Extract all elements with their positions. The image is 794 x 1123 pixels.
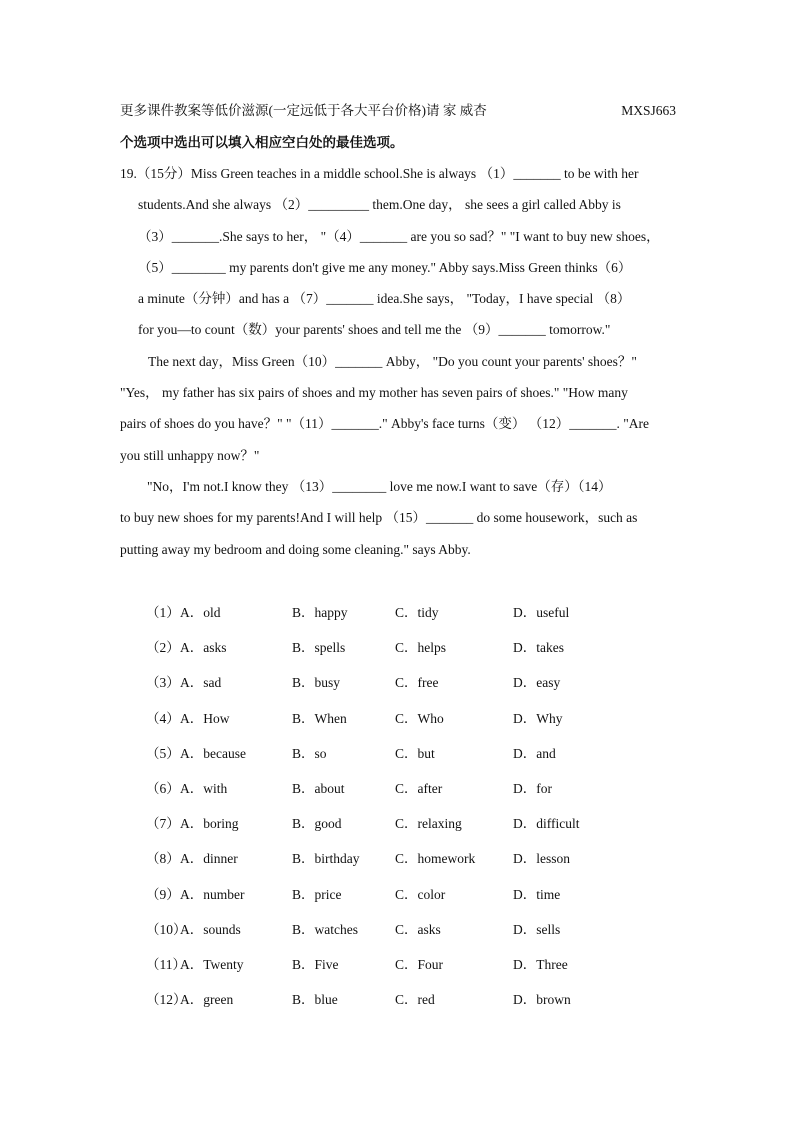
option-a: A．old xyxy=(180,605,221,620)
option-a: A．with xyxy=(180,780,228,796)
option-b: B．good xyxy=(292,816,342,832)
option-c: C．relaxing xyxy=(395,816,462,832)
option-c: C．tidy xyxy=(395,605,439,620)
option-c: C．Who xyxy=(395,710,444,726)
option-d: D．lesson xyxy=(513,851,570,867)
question-number: （2） xyxy=(146,640,180,656)
option-c: C．Four xyxy=(395,956,444,972)
passage-line: students.And she always （2）_________ them.One day， she sees a girl called Abby is xyxy=(138,197,621,213)
option-d: D．useful xyxy=(513,605,570,620)
question-number: （11） xyxy=(146,956,186,972)
question-number: （6） xyxy=(146,780,180,796)
question-number: （9） xyxy=(146,886,180,902)
option-c: C．homework xyxy=(395,851,476,867)
cloze-passage xyxy=(120,164,676,571)
option-d: D．time xyxy=(513,886,561,902)
passage-line: pairs of shoes do you have？" "（11）_______." Abby's face turns（变） （12）_______. "Are xyxy=(120,416,650,432)
question-number: （12） xyxy=(146,992,187,1008)
passage-line: "No，I'm not.I know they （13）________ love me now.I want to save（存）（14） xyxy=(147,478,612,494)
option-c: C．red xyxy=(395,992,435,1008)
passage-line: 19.（15分）Miss Green teaches in a middle school.She is always （1）_______ to be with her xyxy=(120,166,639,181)
option-row xyxy=(146,955,646,990)
header-text: 更多课件教案等低价滋源(一定远低于各大平台价格)请 家 威杏 xyxy=(120,103,487,118)
option-d: D．sells xyxy=(513,921,561,937)
option-d: D．difficult xyxy=(513,816,580,832)
option-a: A．Twenty xyxy=(180,956,244,972)
option-c: C．free xyxy=(395,675,439,691)
answer-options xyxy=(146,603,646,1025)
passage-line: （5）________ my parents don't give me any money." Abby says.Miss Green thinks（6） xyxy=(138,259,632,275)
option-a: A．How xyxy=(180,710,230,726)
option-row xyxy=(146,885,646,920)
option-a: A．number xyxy=(180,886,245,902)
option-d: D．and xyxy=(513,745,556,761)
header-code: MXSJ663 xyxy=(621,103,676,118)
option-a: A．boring xyxy=(180,816,239,832)
option-a: A．dinner xyxy=(180,851,238,867)
option-a: A．because xyxy=(180,745,246,761)
option-b: B．so xyxy=(292,745,327,761)
option-c: C．asks xyxy=(395,921,441,937)
option-b: B．price xyxy=(292,886,342,902)
option-row xyxy=(146,603,646,638)
question-number: （4） xyxy=(146,710,180,726)
option-a: A．asks xyxy=(180,640,227,656)
passage-line: （3）_______.She says to her， "（4）_______ are you so sad？" "I want to buy new shoes， xyxy=(138,228,660,244)
instruction-text: 个选项中选出可以填入相应空白处的最佳选项。 xyxy=(120,135,404,150)
question-number: （8） xyxy=(146,851,180,867)
option-b: B．Five xyxy=(292,956,339,972)
question-number: （1） xyxy=(146,605,180,620)
option-b: B．blue xyxy=(292,992,338,1008)
passage-line: to buy new shoes for my parents!And I will help （15）_______ do some housework，such as xyxy=(120,510,638,526)
option-b: B．happy xyxy=(292,605,348,620)
option-a: A．green xyxy=(180,992,234,1008)
option-row xyxy=(146,920,646,955)
option-b: B．spells xyxy=(292,640,346,656)
option-row xyxy=(146,990,646,1025)
option-b: B．about xyxy=(292,780,345,796)
option-row xyxy=(146,849,646,884)
passage-line: you still unhappy now？" xyxy=(120,447,260,463)
option-d: D．Three xyxy=(513,956,568,972)
option-row xyxy=(146,814,646,849)
option-d: D．brown xyxy=(513,992,571,1008)
option-b: B．birthday xyxy=(292,851,360,867)
option-row xyxy=(146,673,646,708)
option-b: B．busy xyxy=(292,675,341,691)
option-row xyxy=(146,638,646,673)
option-d: D．takes xyxy=(513,640,564,656)
option-a: A．sad xyxy=(180,675,222,691)
option-row xyxy=(146,709,646,744)
option-c: C．after xyxy=(395,780,443,796)
option-d: D．for xyxy=(513,780,552,796)
option-d: D．easy xyxy=(513,675,561,691)
option-c: C．helps xyxy=(395,640,447,656)
option-b: B．When xyxy=(292,710,347,726)
option-row xyxy=(146,744,646,779)
page-header xyxy=(120,101,676,121)
option-a: A．sounds xyxy=(180,921,241,937)
passage-line: a minute（分钟）and has a （7）_______ idea.She says， "Today，I have special （8） xyxy=(138,291,631,307)
option-c: C．but xyxy=(395,745,435,761)
option-b: B．watches xyxy=(292,921,358,937)
question-number: （7） xyxy=(146,816,180,832)
question-number: （3） xyxy=(146,675,180,691)
option-c: C．color xyxy=(395,886,446,902)
question-number: （5） xyxy=(146,745,180,761)
question-number: （10） xyxy=(146,921,187,937)
passage-line: putting away my bedroom and doing some cleaning." says Abby. xyxy=(120,541,471,557)
option-d: D．Why xyxy=(513,710,563,726)
passage-line: The next day，Miss Green（10）_______ Abby， "Do you count your parents' shoes？" xyxy=(148,353,637,369)
passage-line: "Yes， my father has six pairs of shoes and my mother has seven pairs of shoes." "How many xyxy=(120,385,628,401)
passage-line: for you—to count（数）your parents' shoes and tell me the （9）_______ tomorrow." xyxy=(138,322,611,338)
option-row xyxy=(146,779,646,814)
